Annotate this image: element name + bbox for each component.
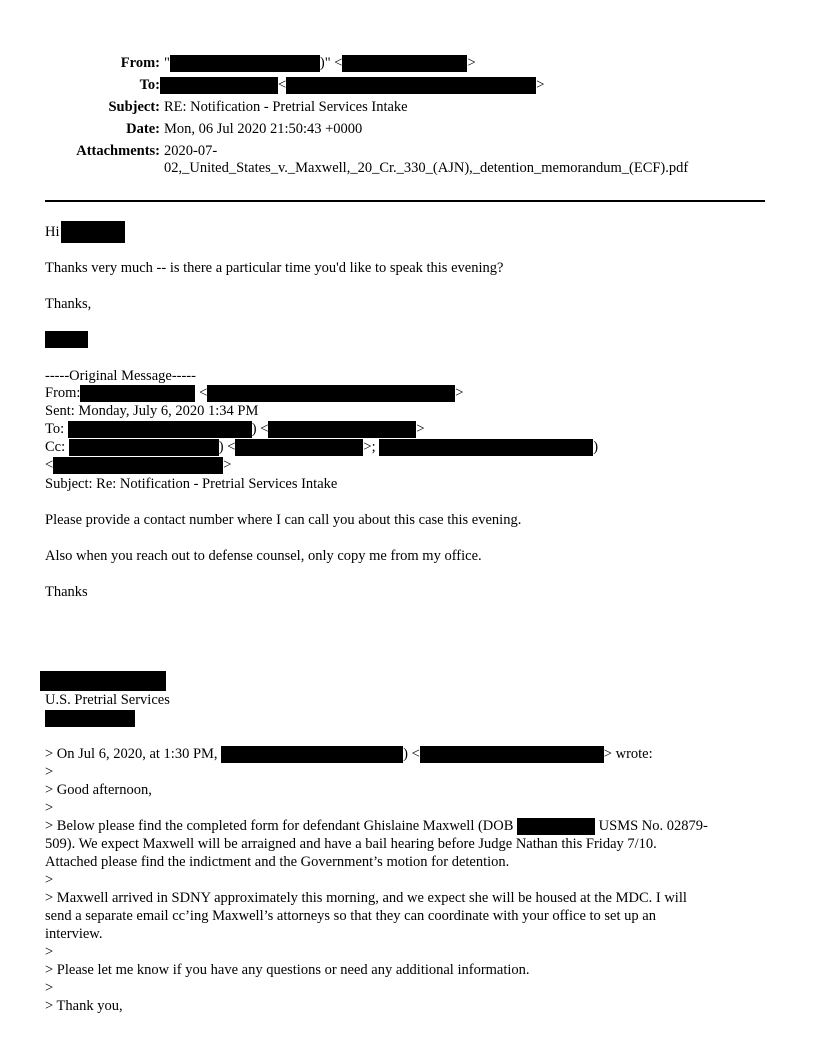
quote-marker: > [45, 800, 54, 816]
signature-org: U.S. Pretrial Services [45, 692, 170, 708]
quoted-para2-line3: interview. [45, 926, 103, 942]
redaction-box [61, 221, 125, 243]
to-label: To: [139, 77, 160, 93]
quoted-para3: > Please let me know if you have any questions or need any additional information. [45, 962, 530, 978]
redaction-box [80, 385, 195, 402]
quoted-para1-line2: 509). We expect Maxwell will be arraigned and have a bail hearing before Judge Nathan this Friday 7/10. [45, 836, 657, 852]
redaction-box [40, 671, 166, 691]
reply-greeting: Hi [45, 224, 125, 243]
redaction-box [45, 710, 135, 727]
redaction-box [69, 439, 219, 456]
redaction-box [268, 421, 416, 438]
attachment-name-line1[interactable]: 2020-07- [164, 143, 218, 159]
quote-marker: > [45, 980, 54, 996]
quote-marker: > [45, 764, 54, 780]
redaction-box [53, 457, 223, 474]
redaction-box [420, 746, 604, 763]
redaction-box [221, 746, 403, 763]
original-to: To: ) < > [45, 421, 425, 437]
quoted-para2-line1: > Maxwell arrived in SDNY approximately this morning, and we expect she will be housed at the MDC. I will [45, 890, 687, 906]
signature-name [40, 671, 166, 691]
subject-label: Subject: [108, 99, 160, 115]
redaction-box [235, 439, 363, 456]
original-cc: Cc: ) < >; ) [45, 439, 599, 455]
from-value: " )" < > [164, 55, 476, 71]
quoted-closing: > Thank you, [45, 998, 123, 1014]
redaction-box [45, 331, 88, 348]
redaction-box [342, 55, 467, 72]
header-divider [45, 200, 765, 202]
quoted-para1-line3: Attached please find the indictment and the Government’s motion for detention. [45, 854, 510, 870]
to-value: < > [160, 77, 544, 94]
original-sent: Sent: Monday, July 6, 2020 1:34 PM [45, 403, 259, 419]
date-label: Date: [126, 121, 160, 137]
attachment-name-line2[interactable]: 02,_United_States_v._Maxwell,_20_Cr._330_(AJN),_detention_memorandum_(ECF).pdf [164, 160, 689, 176]
original-separator: -----Original Message----- [45, 368, 196, 384]
redaction-box [286, 77, 536, 94]
quoted-greeting: > Good afternoon, [45, 782, 152, 798]
original-subject: Subject: Re: Notification - Pretrial Services Intake [45, 476, 338, 492]
original-body-1: Please provide a contact number where I can call you about this case this evening. [45, 512, 522, 528]
redaction-box [207, 385, 455, 402]
redaction-box [68, 421, 252, 438]
redaction-box [170, 55, 320, 72]
original-thanks: Thanks [45, 584, 88, 600]
original-cc-continued: < > [45, 457, 232, 473]
reply-body: Thanks very much -- is there a particular time you'd like to speak this evening? [45, 260, 504, 276]
quote-marker: > [45, 872, 54, 888]
quote-marker: > [45, 944, 54, 960]
redaction-box [160, 77, 278, 94]
original-from: From: < > [45, 385, 464, 401]
attachments-label: Attachments: [76, 143, 160, 159]
reply-signature [45, 331, 88, 348]
reply-signoff: Thanks, [45, 296, 92, 312]
signature-title [45, 710, 135, 727]
quoted-para2-line2: send a separate email cc’ing Maxwell’s attorneys so that they can coordinate with your office to set up an [45, 908, 656, 924]
redaction-box [517, 818, 595, 835]
original-body-2: Also when you reach out to defense counsel, only copy me from my office. [45, 548, 482, 564]
date-value: Mon, 06 Jul 2020 21:50:43 +0000 [164, 121, 363, 137]
quoted-intro: > On Jul 6, 2020, at 1:30 PM, ) < > wrote: [45, 746, 653, 762]
from-label: From: [120, 55, 160, 71]
subject-value: RE: Notification - Pretrial Services Intake [164, 99, 408, 115]
quoted-para1-line1: > Below please find the completed form for defendant Ghislaine Maxwell (DOB USMS No. 02879- [45, 818, 708, 834]
redaction-box [379, 439, 593, 456]
